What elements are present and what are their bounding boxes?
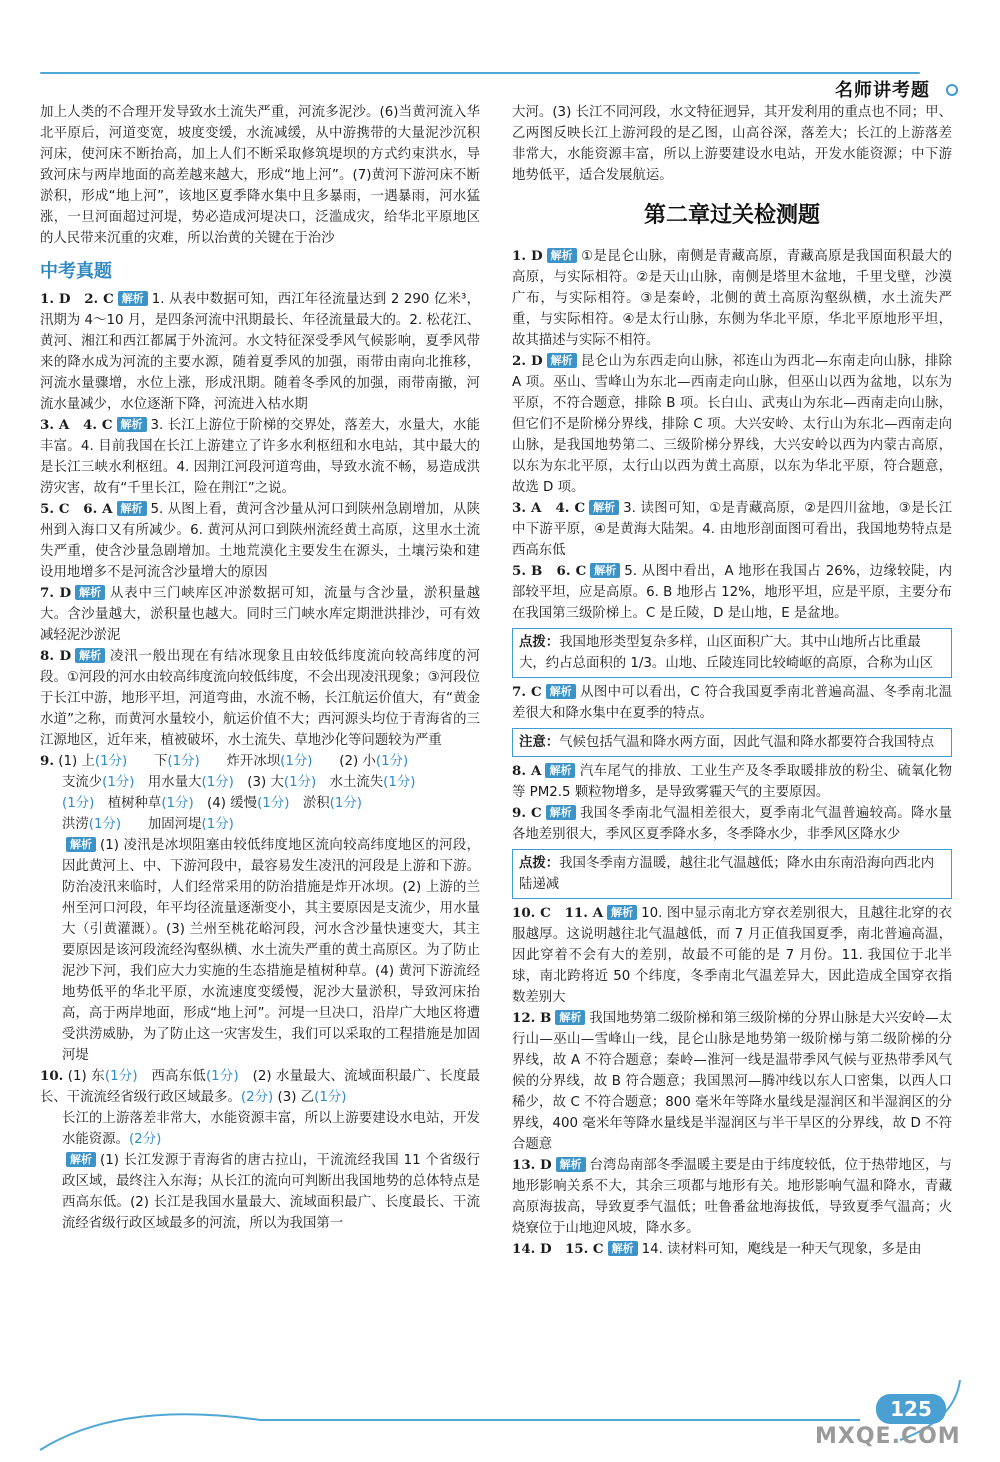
answer-text: 台湾岛南部冬季温暖主要是由于纬度较低，位于热带地区，与地形影响关系不大，其余三项都与地形有关。地形影响气温和降水，青藏高原海拔高，导致夏季气温低；吐鲁番盆地海拔低，导致夏季气温高；火烧寮位于山地迎风坡，降水多。 xyxy=(512,1158,952,1236)
analysis-tag: 解析 xyxy=(546,805,576,820)
note-text: 气候包括气温和降水两方面，因此气温和降水都要符合我国特点 xyxy=(559,735,935,750)
q9-answer: (3) 大 xyxy=(233,775,284,790)
answer-item xyxy=(512,498,952,561)
score: (1分) xyxy=(94,754,128,769)
score: (1分) xyxy=(201,775,234,790)
answer-text: 我国地势第二级阶梯和第三级阶梯的分界山脉是大兴安岭—太行山—巫山—雪峰山一线，昆仑山脉是地势第一级阶梯与第二级阶梯的分界线，故 A 不符合题意；秦岭—淮河一线是温带季风气候与亚热带季风气候的分界线，故 B 符合题意；我国黑河—腾冲线以东人口密集，以西人口稀少，故 C 不符合题意；800 毫米年等降水量线是湿润区和半湿润区的分界线，400 毫米年等降水量线是半湿润区与半干旱区的分界线，故 D 不符合题意 xyxy=(512,1011,953,1152)
q10-answer: (2) 水量最大、流域面积最广、长度最长、干流流经省级行政区域最多。 xyxy=(40,1069,481,1105)
analysis-tag: 解析 xyxy=(589,500,619,515)
analysis-tag: 解析 xyxy=(547,353,577,368)
q9-answer: 用水量大 xyxy=(134,775,202,790)
answer-item xyxy=(40,646,480,751)
answer-item xyxy=(512,761,952,803)
analysis-tag: 解析 xyxy=(66,837,96,852)
answer-text: 3. 长江上游位于阶梯的交界处，落差大，水量大，水能丰富。4. 目前我国在长江上游建立了许多水利枢纽和水电站，其中最大的是长江三峡水利枢纽。4. 因荆江河段河道弯曲，导致水流不畅，易造成洪涝灾害，故有“千里长江，险在荆江”之说。 xyxy=(40,418,480,496)
circle-icon xyxy=(946,84,958,96)
answer-text: 5. 从图中看出，A 地形在我国占 26%，边缘较陡，内部较平坦，应是高原。6. B 地形占 12%，地形平坦，应是平原，主要分布在我国第三级阶梯上。C 是丘陵，D 是山地，E 是盆地。 xyxy=(512,564,952,621)
analysis-tag: 解析 xyxy=(75,648,105,663)
answer-number: 10. xyxy=(40,1068,64,1084)
score: (1分) xyxy=(314,1090,347,1105)
q9-answer: 水土流失 xyxy=(316,775,384,790)
intro-paragraph: 加上人类的不合理开发导致水土流失严重，河流多泥沙。(6)当黄河流入华北平原后，河道变宽，坡度变缓，水流减缓，从中游携带的大量泥沙沉积河床，使河床不断抬高，加上人们不断采取修筑堤坝的方式约束洪水，导致河床与两岸地面的高差越来越大，形成“地上河”。(7)黄河下游河床不断淤积，形成“地上河”，该地区夏季降水集中且多暴雨，一遇暴雨，河水猛涨，一旦河面超过河堤，势必造成河堤决口，泛滥成灾，给华北平原地区的人民带来沉重的灾难，所以治黄的关键在于治沙 xyxy=(40,105,480,246)
header-title: 名师讲考题 xyxy=(835,80,930,101)
answer-text: 从表中三门峡库区冲淤数据可知，流量与含沙量，淤积量越大。含沙量越大，淤积量也越大。同时三门峡水库定期泄洪排沙，可有效减轻泥沙淤泥 xyxy=(40,586,480,643)
analysis-tag: 解析 xyxy=(546,684,576,699)
answer-item xyxy=(512,903,952,1008)
q10-answer: 西高东低 xyxy=(137,1069,206,1084)
q9-analysis xyxy=(40,835,480,1066)
answer-number: 12. B xyxy=(512,1010,552,1026)
answer-number: 7. D xyxy=(40,585,72,601)
q10-row xyxy=(40,1066,480,1108)
answer-item xyxy=(40,415,480,499)
answer-number: 3. A 4. C xyxy=(40,417,113,433)
answer-number: 5. B 6. C xyxy=(512,563,587,579)
answer-number: 8. A xyxy=(512,763,542,779)
answer-number: 3. A 4. C xyxy=(512,500,586,516)
q10-answer: (1) 东 xyxy=(67,1069,105,1084)
answer-item xyxy=(512,1155,952,1239)
score: (1分) xyxy=(62,796,95,811)
q9-row xyxy=(40,772,480,793)
q9-row xyxy=(40,751,480,772)
q9-row xyxy=(40,793,480,814)
q10-answer: 长江的上游落差非常大，水能资源丰富，所以上游要建设水电站，开发水能资源。 xyxy=(62,1111,480,1147)
answer-item xyxy=(512,682,952,724)
q9-answer: (2) 小 xyxy=(312,754,376,769)
header-rule xyxy=(40,72,920,74)
score: (2分) xyxy=(128,1132,162,1147)
tip-label: 点拨： xyxy=(519,856,560,871)
answer-item xyxy=(512,1008,952,1155)
answer-number: 10. C 11. A xyxy=(512,905,604,921)
analysis-tag: 解析 xyxy=(556,1157,586,1172)
watermark: MXQE.COM xyxy=(815,1424,961,1449)
analysis-tag: 解析 xyxy=(608,1241,638,1256)
tip-text: 我国地形类型复杂多样，山区面积广大。其中山地所占比重最大，约占总面积的 1/3。山地、丘陵连同比较崎岖的高原，合称为山区 xyxy=(519,635,934,671)
answer-item xyxy=(40,499,480,583)
answer-text: 昆仑山为东西走向山脉，祁连山为西北—东南走向山脉，排除 A 项。巫山、雪峰山为东北—西南走向山脉，但巫山以西为盆地，以东为平原，不符合题意，排除 B 项。长白山、武夷山为东北—西南走向山脉，但它们不是阶梯分界线，排除 C 项。大兴安岭、太行山为东北—西南走向山脉，是我国地势第二、三级阶梯分界线，大兴安岭以西为内蒙古高原，以东为东北平原，太行山以西为黄土高原，以东为华北平原，符合题意，故选 D 项。 xyxy=(512,354,952,495)
score: (1分) xyxy=(88,817,122,832)
answer-text: 凌汛一般出现在有结冰现象且由较低纬度流向较高纬度的河段。①河段的河水由较高纬度流向较低纬度，不会出现凌汛现象；③河段位于长江中游，地形平坦，河道弯曲，水流不畅，长江航运价值大，有“黄金水道”之称，而黄河水量较小，航运价值不大；西河源头均位于青海省的三江源地区，近年来，植被破坏，水土流失、草地沙化等问题较为严重 xyxy=(40,649,480,748)
analysis-tag: 解析 xyxy=(66,1152,96,1167)
score: (2分) xyxy=(240,1090,274,1105)
q9-answer: 炸开冰坝 xyxy=(199,754,281,769)
answer-text: 10. 图中显示南北方穿衣差别很大，且越往北穿的衣服越厚。这说明越往北气温越低，而 7 月正值我国夏季，南北普遍高温，因此穿着不会有大的差别，故最不可能的是 7 月份。11. 我国位于北半球，南北跨将近 50 个纬度，冬季南北气温差异大，因此造成全国穿衣指数差别大 xyxy=(512,906,952,1005)
right-column xyxy=(512,102,952,1260)
q9-answer: 支流少 xyxy=(62,775,103,790)
analysis-tag: 解析 xyxy=(117,501,147,516)
answer-text: 5. 从图上看，黄河含沙量从河口到陕州急剧增加，从陕州到入海口又有所减少。6. 黄河从河口到陕州流经黄土高原，这里水土流失严重，使含沙量急剧增加。土地荒漠化主要发生在源头，土壤污染和建设用地增多不是河流含沙量增大的原因 xyxy=(40,502,480,580)
footer-decoration xyxy=(0,1380,1000,1462)
score: (1分) xyxy=(283,775,317,790)
answer-text: (1) 长江发源于青海省的唐古拉山，干流流经我国 11 个省级行政区域，最终注入东海；从长江的流向可判断出我国地势的总体特点是西高东低。(2) 长江是我国水量最大、流域面积最广、长度最长、干流流经省级行政区域最多的河流，所以为我国第一 xyxy=(62,1153,480,1231)
q9-row xyxy=(40,814,480,835)
answer-number: 8. D xyxy=(40,648,72,664)
note-box xyxy=(512,728,952,757)
answer-text: 1. 从表中数据可知，西江年径流量达到 2 290 亿米³，汛期为 4～10 月，是四条河流中汛期最长、年径流量最大的。2. 松花江、黄河、湘江和西江都属于外流河。水文特征深受季风气候影响，夏季风带来的降水成为河流的主要水源，随着夏季风的加强，雨带由南向北推移，河流水量骤增，水位上涨，形成汛期。随着冬季风的加强，雨带南撤，河流水量减少，水位逐渐下降，河流进入枯水期 xyxy=(40,292,480,412)
answer-text: 从图中可以看出，C 符合我国夏季南北普遍高温、冬季南北温差很大和降水集中在夏季的特点。 xyxy=(512,685,952,721)
answer-item xyxy=(40,583,480,646)
tip-box xyxy=(512,628,952,678)
score: (1分) xyxy=(383,775,416,790)
note-label: 注意： xyxy=(519,735,560,750)
analysis-tag: 解析 xyxy=(607,905,637,920)
answer-text: 我国冬季南北气温相差很大，夏季南北气温普遍较高。降水量各地差别很大，季风区夏季降水多，冬季降水少，非季风区降水少 xyxy=(512,806,952,842)
q9-answer: 洪涝 xyxy=(62,817,89,832)
q10-answer: (3) 乙 xyxy=(277,1090,315,1105)
answer-item xyxy=(512,351,952,498)
answer-text: 汽车尾气的排放、工业生产及冬季取暖排放的粉尘、硫氧化物等 PM2.5 颗粒物增多，是导致雾霾天气的主要原因。 xyxy=(512,764,953,800)
answer-number: 9. xyxy=(40,753,54,769)
analysis-tag: 解析 xyxy=(555,1010,585,1025)
q9-answer: (1) 上 xyxy=(58,754,95,769)
score: (1分) xyxy=(161,796,194,811)
continued-paragraph: 大河。(3) 长江不同河段，水文特征迥异，其开发利用的重点也不同；甲、乙两图反映长江上游河段的是乙图，山高谷深，落差大；长江的上游落差非常大，水能资源丰富，所以上游要建设水电站，开发水能资源；中下游地势低平，适合发展航运。 xyxy=(512,105,952,183)
q9-answer: 淤积 xyxy=(289,796,330,811)
analysis-tag: 解析 xyxy=(118,291,148,306)
answer-item xyxy=(512,803,952,845)
answer-item xyxy=(512,1239,952,1260)
answer-text: 14. 读材料可知，飑线是一种天气现象，多是由 xyxy=(641,1242,922,1257)
tip-label: 点拨： xyxy=(519,635,560,650)
page-number: 125 xyxy=(876,1394,946,1424)
answer-number: 9. C xyxy=(512,805,542,821)
analysis-tag: 解析 xyxy=(547,248,577,263)
answer-item xyxy=(512,561,952,624)
answer-number: 5. C 6. A xyxy=(40,501,113,517)
analysis-tag: 解析 xyxy=(75,585,105,600)
analysis-tag: 解析 xyxy=(590,563,620,578)
answer-item xyxy=(40,289,480,415)
analysis-tag: 解析 xyxy=(545,763,575,778)
section-title: 中考真题 xyxy=(40,261,112,282)
answer-number: 1. D xyxy=(512,248,543,264)
score: (1分) xyxy=(167,754,200,769)
score: (1分) xyxy=(329,796,362,811)
answer-item xyxy=(512,246,952,351)
chapter-title: 第二章过关检测题 xyxy=(643,203,820,228)
answer-number: 7. C xyxy=(512,684,542,700)
score: (1分) xyxy=(104,1069,138,1084)
q9-answer: 下 xyxy=(127,754,168,769)
tip-box xyxy=(512,849,952,899)
score: (1分) xyxy=(102,775,135,790)
answer-text: 3. 读图可知，①是青藏高原，②是四川盆地，③是长江中下游平原，④是黄海大陆架。4. 由地形剖面图可看出，我国地势特点是西高东低 xyxy=(512,501,952,558)
score: (1分) xyxy=(205,1069,239,1084)
answer-number: 13. D xyxy=(512,1157,552,1173)
left-column xyxy=(40,102,480,1234)
q9-answer: (4) 缓慢 xyxy=(193,796,258,811)
score: (1分) xyxy=(257,796,290,811)
score: (1分) xyxy=(201,817,234,832)
q9-answer: 植树种草 xyxy=(107,796,162,811)
score: (1分) xyxy=(375,754,409,769)
answer-number: 2. D xyxy=(512,353,543,369)
q9-answer: 加固河堤 xyxy=(121,817,202,832)
answer-number: 1. D 2. C xyxy=(40,291,114,307)
q10-analysis xyxy=(40,1150,480,1234)
answer-text: (1) 凌汛是冰坝阻塞由较低纬度地区流向较高纬度地区的河段，因此黄河上、中、下游河段中，最容易发生凌汛的河段是上游和下游。防治凌汛来临时，人们经常采用的防治措施是炸开冰坝。(2) 上游的兰州至河口河段，年平均径流量逐渐变小，其主要原因是支流少，用水量大（引黄灌溉）。(3) 兰州至桃花峪河段，河水含沙量快速变大，其主要原因是该河段流经沟壑纵横、水土流失严重的黄土高原区。为了防止泥沙下河，我们应大力实施的生态措施是植树种草。(4) 黄河下游流经地势低平的华北平原，水流速度变缓慢，泥沙大量淤积，导致河床抬高，高于两岸地面，形成“地上河”。河堤一旦决口，沿岸广大地区将遭受洪涝威胁，为了防止这一灾害发生，我们可以采取的工程措施是加固河堤 xyxy=(62,838,480,1063)
analysis-tag: 解析 xyxy=(117,417,147,432)
tip-text: 我国冬季南方温暖，越往北气温越低；降水由东南沿海向西北内陆递减 xyxy=(519,856,935,892)
page-header xyxy=(0,0,1000,101)
answer-text: ①是昆仑山脉，南侧是青藏高原，青藏高原是我国面积最大的高原，与实际相符。②是天山山脉，南侧是塔里木盆地，千里戈壁，沙漠广布，与实际相符。③是秦岭，北侧的黄土高原沟壑纵横，水土流失严重，与实际相符。④是太行山脉，东侧为华北平原，华北平原地形平坦，故其描述与实际不相符。 xyxy=(512,249,952,348)
answer-number: 14. D 15. C xyxy=(512,1241,604,1257)
score: (1分) xyxy=(280,754,313,769)
q10-row xyxy=(40,1108,480,1150)
